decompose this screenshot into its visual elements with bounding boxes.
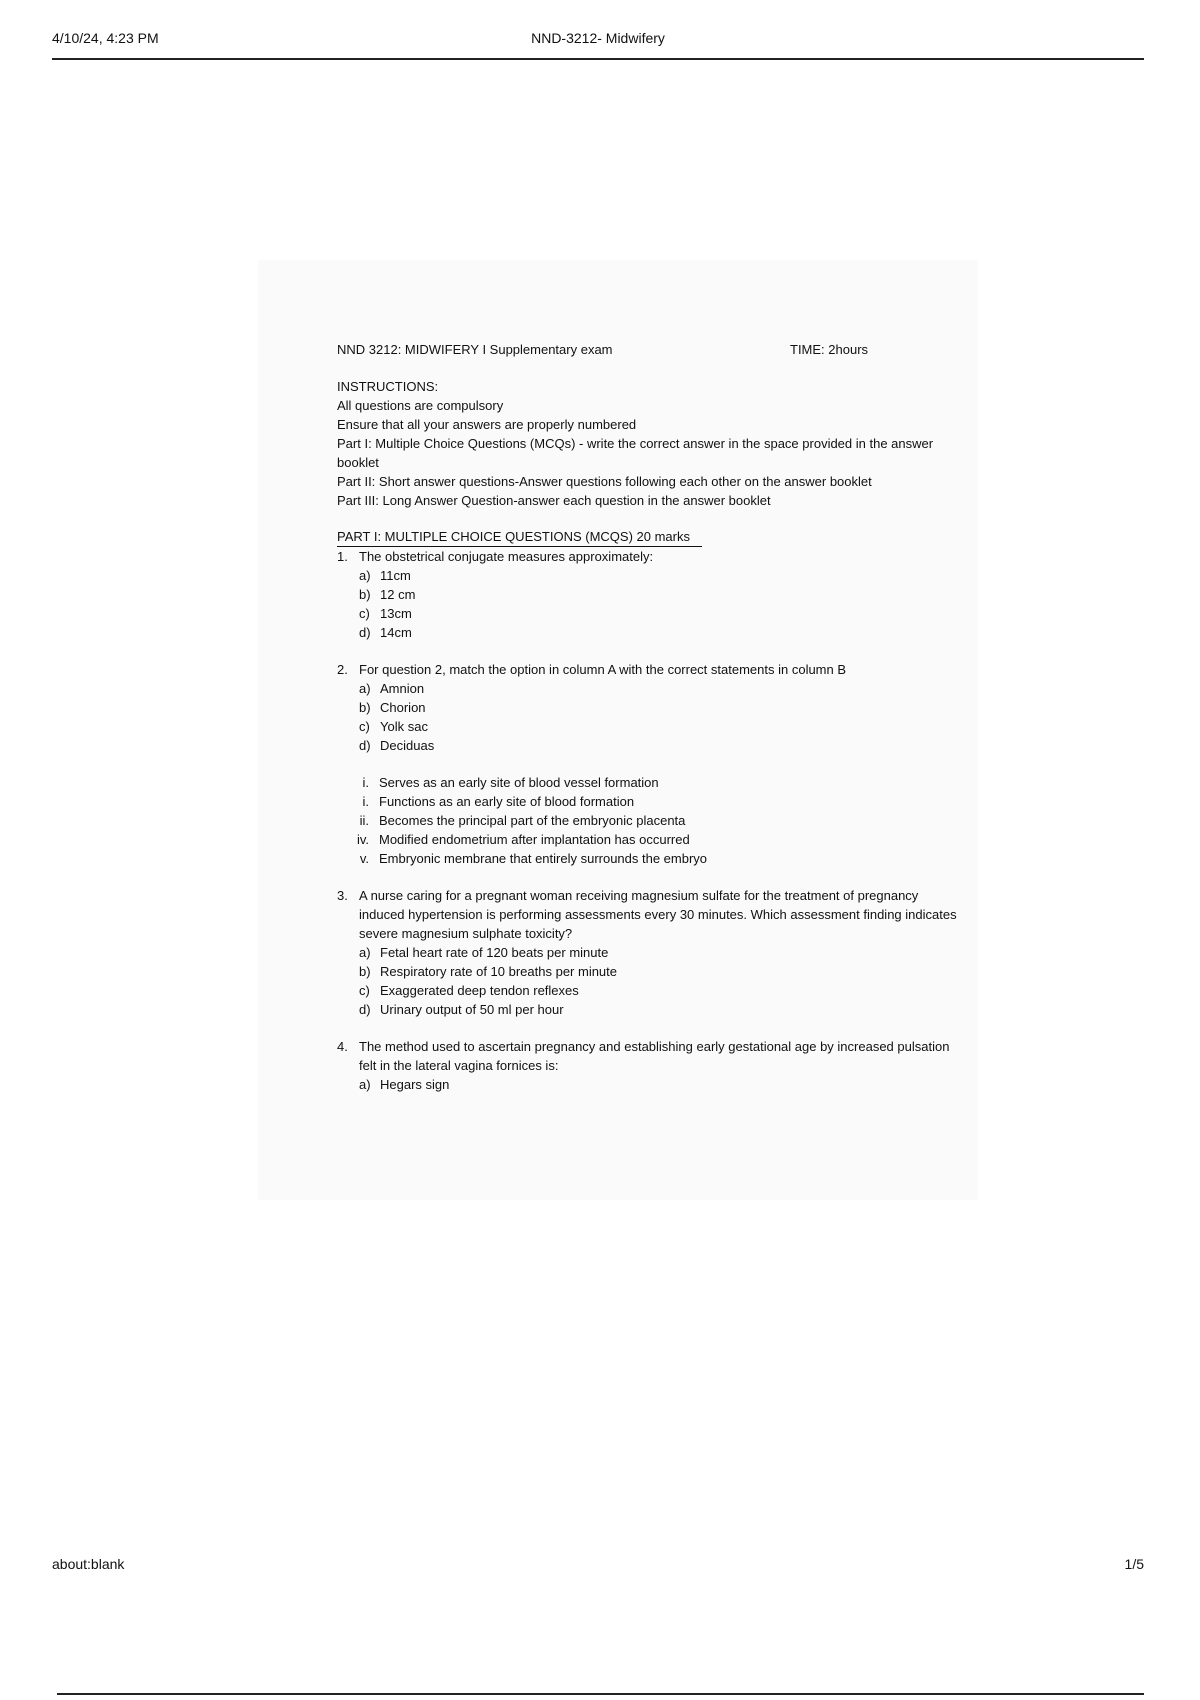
print-header	[52, 28, 1144, 60]
statement-text: Functions as an early site of blood formation	[379, 794, 635, 809]
option	[359, 1075, 957, 1094]
statement	[337, 773, 957, 792]
option-list	[359, 943, 957, 1019]
statement-text: Modified endometrium after implantation has occurred	[379, 832, 690, 847]
option-letter: a)	[359, 1077, 371, 1092]
option-text: Urinary output of 50 ml per hour	[380, 1002, 564, 1017]
option-list	[359, 679, 957, 755]
statement-text: Embryonic membrane that entirely surrounds the embryo	[379, 851, 708, 866]
option-list	[359, 566, 957, 642]
option	[359, 604, 957, 623]
option	[359, 698, 957, 717]
question-text: For question 2, match the option in column A with the correct statements in column B	[359, 662, 847, 677]
question-3	[337, 886, 957, 1019]
question-stem	[337, 660, 957, 679]
option-letter: c)	[359, 606, 370, 621]
option	[359, 736, 957, 755]
question-text: The obstetrical conjugate measures approximately:	[359, 549, 654, 564]
statement	[337, 811, 957, 830]
option	[359, 585, 957, 604]
question-number: 1.	[337, 549, 348, 564]
option-letter: b)	[359, 964, 371, 979]
option-text: Fetal heart rate of 120 beats per minute	[380, 945, 609, 960]
question-text: The method used to ascertain pregnancy and establishing early gestational age by increased pulsation felt in the lateral vagina fornices is:	[359, 1039, 950, 1073]
question-4	[337, 1037, 957, 1094]
exam-content	[337, 340, 957, 1094]
option	[359, 566, 957, 585]
page-number: 1/5	[1124, 1556, 1144, 1572]
option-letter: d)	[359, 625, 371, 640]
page-url: about:blank	[52, 1556, 125, 1572]
question-number: 3.	[337, 888, 348, 903]
option-letter: b)	[359, 587, 371, 602]
option	[359, 943, 957, 962]
option	[359, 981, 957, 1000]
question-number: 2.	[337, 662, 348, 677]
question-2	[337, 660, 957, 868]
option-letter: a)	[359, 681, 371, 696]
option-letter: b)	[359, 700, 371, 715]
statement	[337, 849, 957, 868]
option-text: Yolk sac	[380, 719, 428, 734]
option-letter: d)	[359, 1002, 371, 1017]
option-text: Exaggerated deep tendon reflexes	[380, 983, 579, 998]
option-text: Respiratory rate of 10 breaths per minute	[380, 964, 618, 979]
instruction-line: All questions are compulsory	[337, 398, 504, 413]
option-letter: a)	[359, 945, 371, 960]
statement-numeral: i.	[362, 775, 369, 790]
part1-heading: PART I: MULTIPLE CHOICE QUESTIONS (MCQS) 20 marks	[337, 528, 702, 547]
instructions-heading: INSTRUCTIONS:	[337, 379, 439, 394]
statement-numeral: v.	[359, 851, 369, 866]
instruction-line: Part III: Long Answer Question-answer each question in the answer booklet	[337, 493, 771, 508]
statement	[337, 792, 957, 811]
option-letter: a)	[359, 568, 371, 583]
option	[359, 962, 957, 981]
question-stem	[337, 547, 957, 566]
statement-numeral: iv.	[356, 832, 369, 847]
option-text: Deciduas	[380, 738, 435, 753]
instruction-line: Ensure that all your answers are properly numbered	[337, 417, 637, 432]
document-title: NND-3212- Midwifery	[531, 30, 665, 46]
print-date: 4/10/24, 4:23 PM	[52, 30, 159, 46]
option-text: 13cm	[380, 606, 412, 621]
option-letter: d)	[359, 738, 371, 753]
option-text: 14cm	[380, 625, 412, 640]
question-stem	[337, 1037, 957, 1075]
statement-text: Becomes the principal part of the embryonic placenta	[379, 813, 686, 828]
option-text: Hegars sign	[380, 1077, 450, 1092]
statement	[337, 830, 957, 849]
option	[359, 623, 957, 642]
question-stem	[337, 886, 957, 943]
question-1	[337, 547, 957, 642]
option-text: Chorion	[380, 700, 426, 715]
option-letter: c)	[359, 983, 370, 998]
instruction-line: Part II: Short answer questions-Answer questions following each other on the answer booklet	[337, 474, 872, 489]
question-text: A nurse caring for a pregnant woman receiving magnesium sulfate for the treatment of pregnancy induced hypertension is performing assessments every 30 minutes. Which assessment finding indicates severe magnesium sulphate toxicity?	[359, 888, 957, 941]
instruction-line: Part I: Multiple Choice Questions (MCQs) - write the correct answer in the space provided in the answer booklet	[337, 436, 934, 470]
statement-numeral: i.	[362, 794, 369, 809]
option	[359, 679, 957, 698]
option	[359, 1000, 957, 1019]
option-text: 11cm	[380, 568, 411, 583]
exam-title: NND 3212: MIDWIFERY I Supplementary exam	[337, 342, 613, 357]
exam-header	[337, 340, 957, 359]
question-number: 4.	[337, 1039, 348, 1054]
bottom-divider	[57, 1693, 1144, 1695]
instructions	[337, 377, 957, 510]
option-text: 12 cm	[380, 587, 416, 602]
option-list	[359, 1075, 957, 1094]
statement-list	[337, 773, 957, 868]
statement-text: Serves as an early site of blood vessel formation	[379, 775, 659, 790]
print-footer	[52, 1556, 1144, 1576]
exam-time: TIME: 2hours	[790, 342, 869, 357]
option-text: Amnion	[380, 681, 425, 696]
statement-numeral: ii.	[359, 813, 369, 828]
option	[359, 717, 957, 736]
option-letter: c)	[359, 719, 370, 734]
